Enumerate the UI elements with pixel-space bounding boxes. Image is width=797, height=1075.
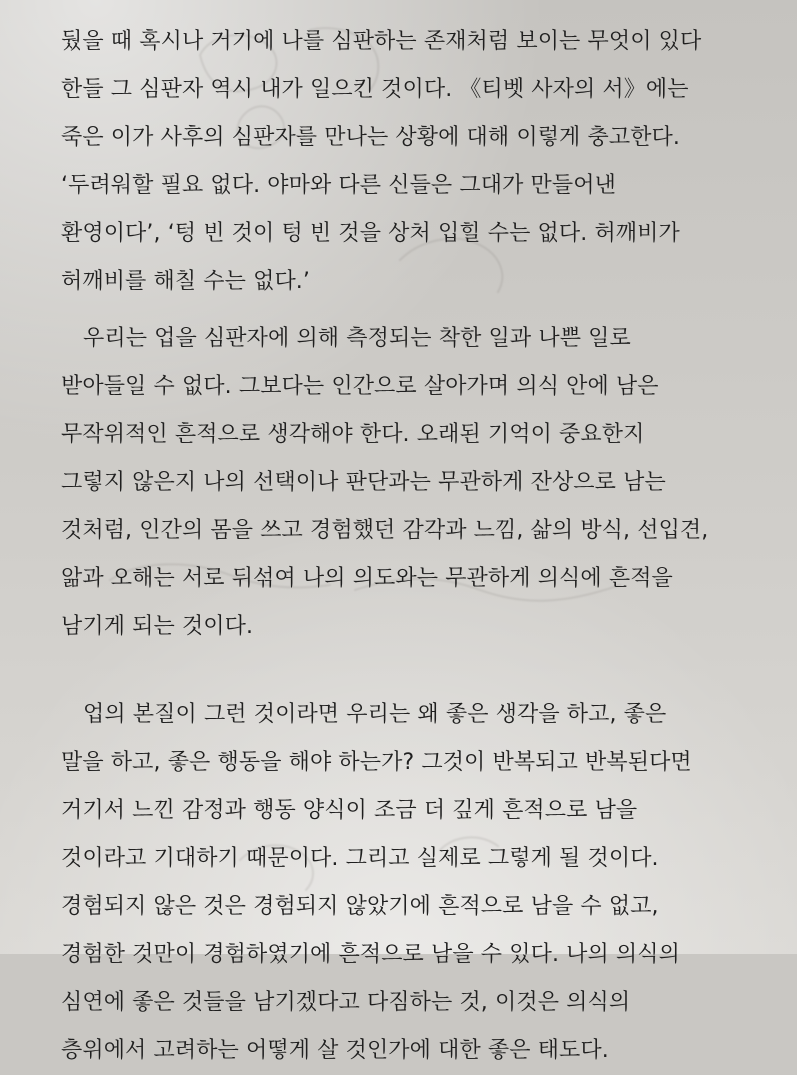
body-text [61,18,715,1075]
paragraph-1: 뒀을 때 혹시나 거기에 나를 심판하는 존재처럼 보이는 무엇이 있다 한들 그 심판자 역시 내가 일으킨 것이다. 《티벳 사자의 서》에는 죽은 이가 사후의 심판자를 만나는 상황에 대해 이렇게 충고한다. ‘두려워할 필요 없다. 야마와 다른 신들은 그대가 만들어낸 환영이다’, ‘텅 빈 것이 텅 빈 것을 상처 입힐 수는 없다. 허깨비가 허깨비를 해칠 수는 없다.’ [61,29,702,294]
paragraph-2: 우리는 업을 심판자에 의해 측정되는 착한 일과 나쁜 일로 받아들일 수 없다. 그보다는 인간으로 살아가며 의식 안에 남은 무작위적인 흔적으로 생각해야 한다. 오래된 기억이 중요한지 그렇지 않은지 나의 선택이나 판단과는 무관하게 잔상으로 남는 것처럼, 인간의 몸을 쓰고 경험했던 감각과 느낌, 삶의 방식, 선입견, 앎과 오해는 서로 뒤섞여 나의 의도와는 무관하게 의식에 흔적을 남기게 되는 것이다. [61,326,709,639]
paragraph-3: 업의 본질이 그런 것이라면 우리는 왜 좋은 생각을 하고, 좋은 말을 하고, 좋은 행동을 해야 하는가? 그것이 반복되고 반복된다면 거기서 느낀 감정과 행동 양식이 조금 더 깊게 흔적으로 남을 것이라고 기대하기 때문이다. 그리고 실제로 그렇게 될 것이다. 경험되지 않은 것은 경험되지 않았기에 흔적으로 남을 수 없고, 경험한 것만이 경험하였기에 흔적으로 남을 수 있다. 나의 의식의 심연에 좋은 것들을 남기겠다고 다짐하는 것, 이것은 의식의 층위에서 고려하는 어떻게 살 것인가에 대한 좋은 태도다. [61,702,692,1063]
